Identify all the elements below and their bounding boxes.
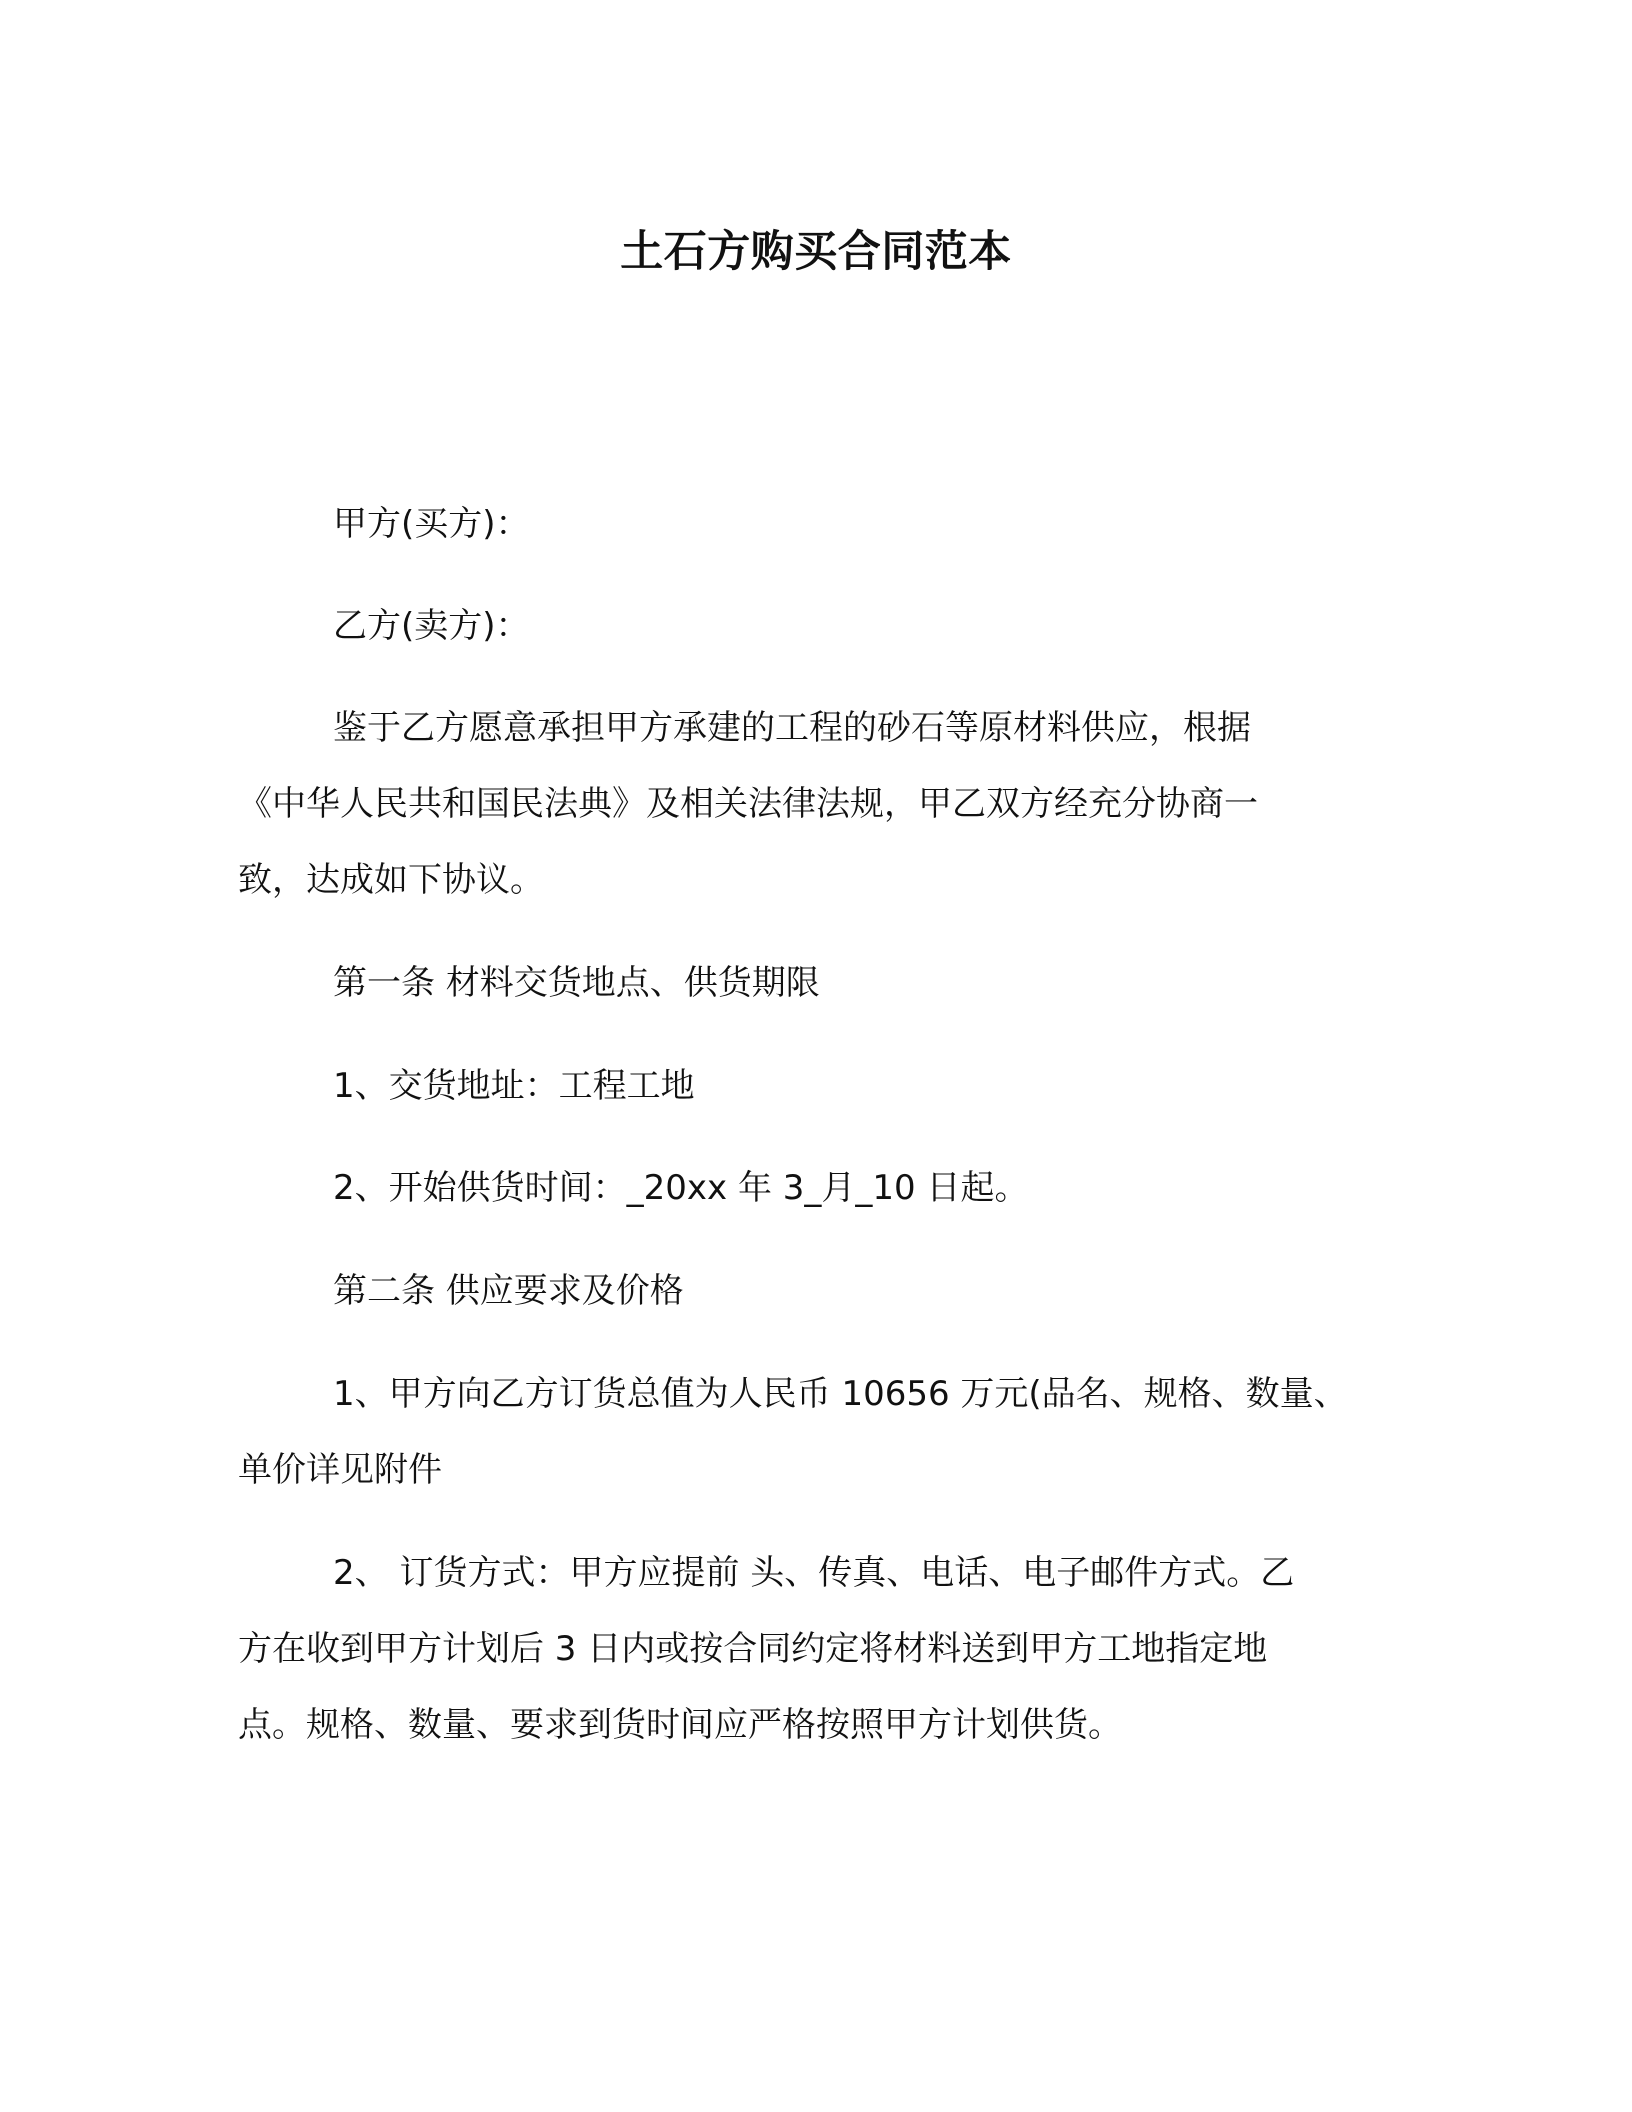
article1-heading-text: 第一条 材料交货地点、供货期限 [333,963,820,1003]
preamble-line-3: 致，达成如下协议。 [238,860,544,900]
party-a-line [238,486,1428,562]
party-a-label: 甲方(买方)： [333,504,530,544]
article2-item2-line-2: 方在收到甲方计划后 3 日内或按合同约定将材料送到甲方工地指定地 [238,1629,1268,1669]
article2-item1 [238,1356,1428,1508]
party-b-label: 乙方(卖方)： [333,606,530,646]
article2-item2 [238,1535,1428,1763]
preamble-line-1: 鉴于乙方愿意承担甲方承建的工程的砂石等原材料供应，根据 [333,708,1251,748]
article2-item2-line-1: 2、 订货方式：甲方应提前 头、传真、电话、电子邮件方式。乙 [333,1553,1295,1593]
article1-item1-text: 1、交货地址：工程工地 [333,1066,695,1106]
article2-item1-line-2: 单价详见附件 [238,1450,442,1490]
document-title: 土石方购买合同范本 [620,227,1012,277]
party-b-line [238,588,1428,664]
article2-item1-line-1: 1、甲方向乙方订货总值为人民币 10656 万元(品名、规格、数量、 [333,1374,1348,1414]
article2-heading-text: 第二条 供应要求及价格 [333,1271,684,1311]
article1-heading [238,945,1428,1021]
article2-item2-line-3: 点。规格、数量、要求到货时间应严格按照甲方计划供货。 [238,1705,1122,1745]
preamble-paragraph [238,690,1428,918]
article1-item2 [238,1150,1428,1226]
preamble-line-2: 《中华人民共和国民法典》及相关法律法规，甲乙双方经充分协商一 [238,784,1258,824]
article1-item1 [238,1048,1428,1124]
article2-heading [238,1253,1428,1329]
article1-item2-text: 2、开始供货时间：_20xx 年 3_月_10 日起。 [333,1168,1029,1208]
